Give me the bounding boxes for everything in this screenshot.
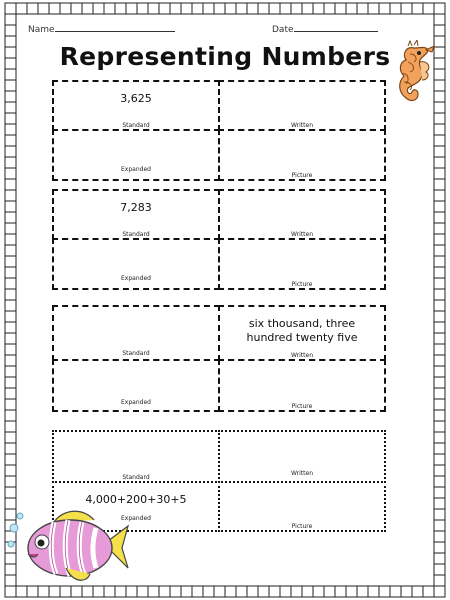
border-square [434,476,445,487]
border-square [5,278,16,289]
seahorse-icon [388,40,438,120]
standard-value: 7,283 [120,201,152,214]
border-square [115,3,126,14]
border-square [5,465,16,476]
picture-box[interactable] [218,238,386,290]
name-label: Name [28,25,55,35]
border-square [5,355,16,366]
border-square [236,3,247,14]
picture-box[interactable] [218,129,386,181]
fish-icon [6,504,130,590]
border-square [434,487,445,498]
border-square [16,3,27,14]
border-square [357,3,368,14]
border-square [291,3,302,14]
border-square [434,377,445,388]
border-square [412,586,423,597]
border-square [434,421,445,432]
border-square [5,3,16,14]
border-square [5,322,16,333]
border-square [401,586,412,597]
border-square [390,586,401,597]
border-square [269,586,280,597]
border-square [5,421,16,432]
border-square [357,586,368,597]
page-title: Representing Numbers [59,42,391,71]
written-box[interactable] [218,430,386,483]
border-square [434,575,445,586]
border-square [5,14,16,25]
date-blank[interactable] [294,22,378,32]
border-square [302,3,313,14]
border-square [5,333,16,344]
border-square [346,3,357,14]
border-square [434,355,445,366]
border-square [71,3,82,14]
border-square [434,520,445,531]
border-square [434,344,445,355]
standard-label: Standard [122,231,150,238]
border-square [434,586,445,597]
written-label: Written [291,352,313,359]
border-square [269,3,280,14]
border-square [434,135,445,146]
border-square [434,465,445,476]
border-square [434,432,445,443]
border-square [434,289,445,300]
border-square [5,300,16,311]
border-square [434,278,445,289]
border-square [5,410,16,421]
border-square [225,586,236,597]
border-square [335,3,346,14]
border-square [302,586,313,597]
border-square [247,3,258,14]
border-square [401,3,412,14]
expanded-box[interactable] [52,359,220,412]
written-label: Written [291,470,313,477]
border-square [434,223,445,234]
border-square [368,3,379,14]
standard-box[interactable] [52,305,220,361]
border-square [181,586,192,597]
border-square [214,586,225,597]
border-square [434,201,445,212]
border-square [5,399,16,410]
border-square [258,586,269,597]
border-square [379,586,390,597]
date-label: Date [272,25,294,35]
border-square [5,146,16,157]
border-square [434,3,445,14]
border-square [159,586,170,597]
border-square [434,454,445,465]
border-square [280,3,291,14]
expanded-label: Expanded [121,275,151,282]
picture-label: Picture [291,403,313,410]
border-square [27,3,38,14]
border-square [5,443,16,454]
border-square [434,542,445,553]
border-square [5,190,16,201]
border-square [434,179,445,190]
expanded-box[interactable] [52,238,220,290]
border-square [148,3,159,14]
border-square [434,366,445,377]
written-label: Written [291,122,313,129]
border-square [203,3,214,14]
border-square [434,267,445,278]
border-square [214,3,225,14]
border-square [379,3,390,14]
expanded-label: Expanded [121,515,151,522]
expanded-label: Expanded [121,399,151,406]
picture-box[interactable] [218,481,386,532]
standard-value: 3,625 [120,92,152,105]
border-square [203,586,214,597]
border-square [434,234,445,245]
border-square [192,586,203,597]
border-square [291,586,302,597]
border-square [324,586,335,597]
border-square [5,267,16,278]
standard-label: Standard [122,122,150,129]
border-square [368,586,379,597]
border-square [236,586,247,597]
name-field[interactable] [28,22,175,35]
border-square [434,498,445,509]
written-box[interactable] [218,189,386,240]
border-square [5,388,16,399]
border-square [5,454,16,465]
border-square [60,3,71,14]
border-square [434,322,445,333]
border-square [5,289,16,300]
border-square [412,3,423,14]
expanded-label: Expanded [121,166,151,173]
picture-box[interactable] [218,359,386,412]
border-square [5,25,16,36]
border-square [5,377,16,388]
border-square [5,234,16,245]
border-square [5,223,16,234]
border-square [49,3,60,14]
border-square [434,509,445,520]
border-square [434,146,445,157]
border-square [434,399,445,410]
expanded-box[interactable] [52,129,220,181]
border-square [5,311,16,322]
written-box[interactable] [218,305,386,361]
standard-label: Standard [122,474,150,481]
border-square [82,3,93,14]
border-square [434,25,445,36]
border-square [434,564,445,575]
written-value: six thousand, three hundred twenty five [246,317,358,344]
border-square [5,157,16,168]
picture-label: Picture [291,523,313,530]
border-square [5,113,16,124]
border-square [5,179,16,190]
border-square [434,14,445,25]
border-square [434,388,445,399]
border-square [159,3,170,14]
border-square [5,476,16,487]
standard-box[interactable] [52,80,220,131]
border-square [170,586,181,597]
border-square [423,3,434,14]
number-card-2 [52,189,386,290]
border-square [434,190,445,201]
border-square [5,168,16,179]
written-label: Written [291,231,313,238]
border-square [5,245,16,256]
border-square [434,168,445,179]
border-square [104,3,115,14]
border-square [434,443,445,454]
border-square [5,344,16,355]
border-square [148,586,159,597]
border-square [434,333,445,344]
border-square [5,124,16,135]
number-card-1 [52,80,386,181]
border-square [324,3,335,14]
border-square [434,124,445,135]
border-square [5,135,16,146]
border-square [313,586,324,597]
border-square [181,3,192,14]
border-square [5,91,16,102]
picture-label: Picture [291,281,313,288]
border-square [335,586,346,597]
border-square [170,3,181,14]
standard-label: Standard [122,350,150,357]
border-square [93,3,104,14]
border-square [434,311,445,322]
picture-label: Picture [291,172,313,179]
border-square [313,3,324,14]
name-blank[interactable] [55,22,175,32]
date-field[interactable] [272,22,378,35]
border-square [5,256,16,267]
border-square [38,3,49,14]
border-square [225,3,236,14]
standard-box[interactable] [52,430,220,483]
border-square [434,531,445,542]
border-square [434,157,445,168]
border-square [423,586,434,597]
standard-box[interactable] [52,189,220,240]
border-square [434,300,445,311]
border-square [434,410,445,421]
border-square [346,586,357,597]
expanded-value: 4,000+200+30+5 [85,493,187,506]
border-square [5,201,16,212]
border-square [434,245,445,256]
border-square [192,3,203,14]
border-square [126,3,137,14]
border-square [137,3,148,14]
border-square [434,212,445,223]
border-square [5,366,16,377]
border-square [280,586,291,597]
border-square [434,256,445,267]
border-square [137,586,148,597]
border-square [390,3,401,14]
border-square [247,586,258,597]
border-square [434,553,445,564]
border-square [5,212,16,223]
border-square [5,432,16,443]
number-card-3 [52,305,386,412]
border-square [5,80,16,91]
border-square [5,102,16,113]
border-square [258,3,269,14]
written-box[interactable] [218,80,386,131]
border-square [5,487,16,498]
